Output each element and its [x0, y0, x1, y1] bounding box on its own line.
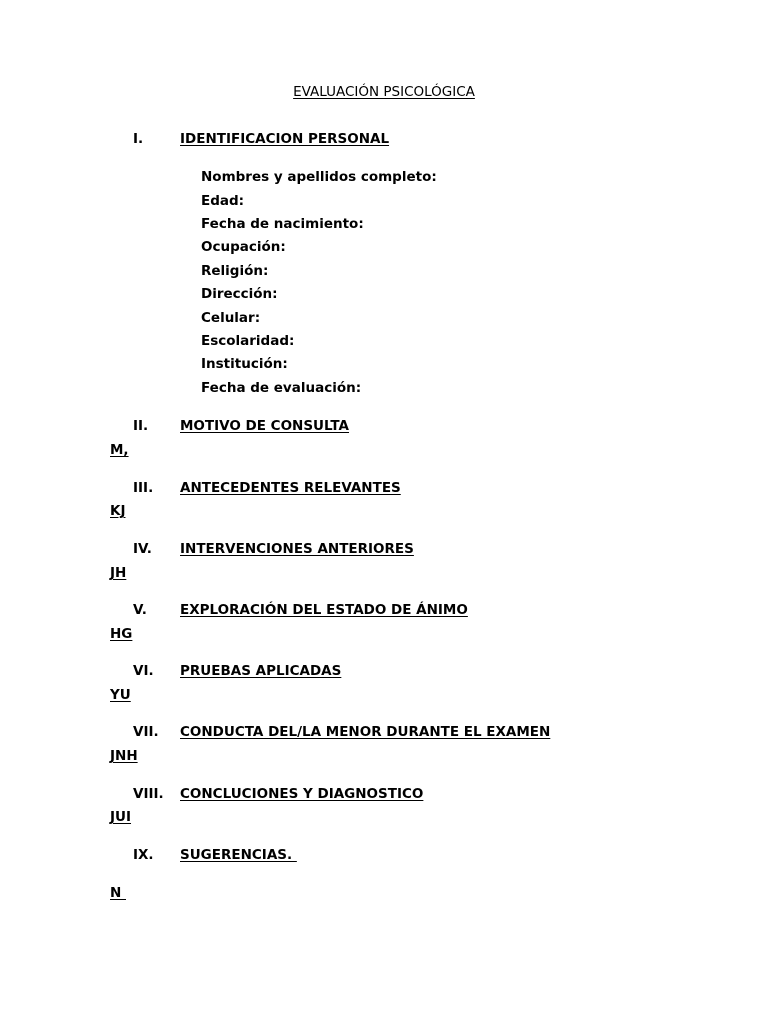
- field-nombres: Nombres y apellidos completo:: [201, 169, 437, 185]
- section-6-number: VI.: [133, 663, 154, 679]
- section-7-heading: CONDUCTA DEL/LA MENOR DURANTE EL EXAMEN: [180, 724, 551, 740]
- section-3-note: KJ: [110, 503, 126, 519]
- section-2-note: M,: [110, 442, 129, 458]
- field-fecha-evaluacion: Fecha de evaluación:: [201, 380, 362, 396]
- section-7-note: JNH: [110, 748, 138, 764]
- section-9-heading: SUGERENCIAS.: [180, 847, 297, 863]
- section-7-number: VII.: [133, 724, 159, 740]
- field-institucion: Institución:: [201, 356, 288, 372]
- section-2-heading: MOTIVO DE CONSULTA: [180, 418, 350, 434]
- field-celular: Celular:: [201, 310, 261, 326]
- section-3-heading: ANTECEDENTES RELEVANTES: [180, 480, 401, 496]
- field-edad: Edad:: [201, 193, 245, 209]
- field-direccion: Dirección:: [201, 286, 278, 302]
- section-3-number: III.: [133, 480, 154, 496]
- section-4-note: JH: [110, 565, 127, 581]
- section-5-number: V.: [133, 602, 147, 618]
- section-1-heading: IDENTIFICACION PERSONAL: [180, 131, 390, 147]
- section-5-heading: EXPLORACIÓN DEL ESTADO DE ÁNIMO: [180, 602, 468, 618]
- section-2-number: II.: [133, 418, 149, 434]
- field-fecha-nacimiento: Fecha de nacimiento:: [201, 216, 364, 232]
- section-8-number: VIII.: [133, 786, 164, 802]
- section-1-number: I.: [133, 131, 144, 147]
- field-escolaridad: Escolaridad:: [201, 333, 295, 349]
- document-title: EVALUACIÓN PSICOLÓGICA: [293, 84, 475, 100]
- section-4-heading: INTERVENCIONES ANTERIORES: [180, 541, 414, 557]
- section-9-note: N: [110, 885, 126, 901]
- section-8-heading: CONCLUCIONES Y DIAGNOSTICO: [180, 786, 424, 802]
- section-5-note: HG: [110, 626, 133, 642]
- section-6-heading: PRUEBAS APLICADAS: [180, 663, 342, 679]
- section-8-note: JUI: [110, 809, 132, 825]
- section-9-number: IX.: [133, 847, 154, 863]
- section-4-number: IV.: [133, 541, 152, 557]
- field-ocupacion: Ocupación:: [201, 239, 286, 255]
- field-religion: Religión:: [201, 263, 269, 279]
- section-6-note: YU: [110, 687, 131, 703]
